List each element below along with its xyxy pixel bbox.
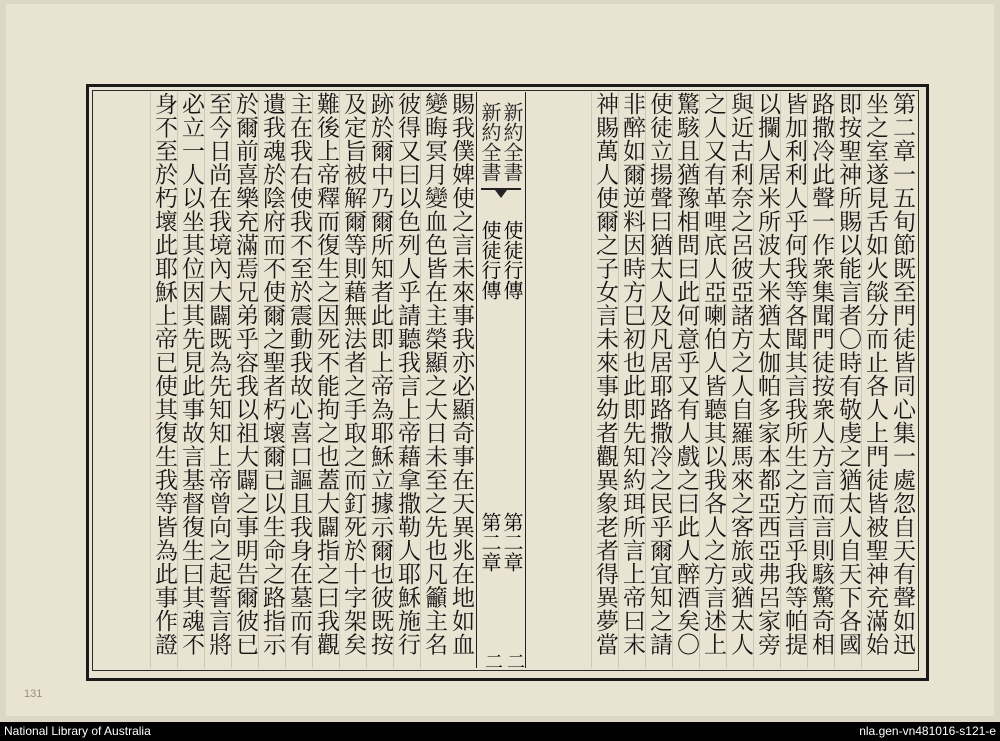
text-column: 變晦冥月變血色皆在主榮顯之大日未至之先也凡籲主名 (420, 92, 447, 668)
corner-page-number: 131 (24, 688, 43, 700)
footer-bar (0, 722, 1000, 741)
page-number: 二 (504, 652, 525, 670)
fish-tail-mark (481, 188, 521, 200)
text-column: 跡於爾中乃爾所知者此即上帝為耶穌立據示爾也彼既按 (366, 92, 393, 668)
book-section-title: 使徒行傳 (478, 220, 502, 300)
text-column: 賜我僕婢使之言未來事我亦必顯奇事在天異兆在地如血 (448, 92, 474, 656)
text-column: 及定旨被解爾等則藉無法者之手取之而釘死於十字架矣 (339, 92, 366, 668)
text-column: 使徒立揚聲曰猶太人及凡居耶路撒冷之民乎爾宜知之請 (645, 92, 672, 668)
text-column: 即按聖神所賜以能言者〇時有敬虔之猶太人自天下各國 (834, 92, 861, 668)
text-column: 非醉如爾逆料因時方巳初也此即先知約珥所言上帝曰末 (618, 92, 645, 668)
center-fold (476, 92, 526, 668)
chapter-label: 第二章 (500, 512, 524, 572)
text-column: 皆加利利人乎何我等各聞其言我所生之方言乎我等帕提 (780, 92, 807, 668)
text-column: 與近古利奈之呂彼亞諸方之人自羅馬來之客旅或猶太人 (726, 92, 753, 668)
text-column: 驚駭且猶豫相問曰此何意乎又有人戲之曰此人醉酒矣〇 (672, 92, 699, 668)
right-page-text (525, 92, 915, 668)
footer-library-name: National Library of Australia (4, 724, 151, 738)
book-title: 新約全書 (500, 102, 524, 182)
chapter-label: 第二章 (478, 512, 502, 572)
text-column: 以攔人居米所波大米猶太伽帕多家本都亞西亞弗呂家旁 (753, 92, 780, 668)
text-column: 路撒冷此聲一作衆集聞門徒按衆人方言而言則駭驚奇相 (807, 92, 834, 668)
text-column: 身不至於朽壞此耶穌上帝已使其復生我等皆為此事作證 (150, 92, 177, 668)
page-number: 二 (482, 652, 503, 670)
text-column: 必立一人以坐其位因其先見此事故言基督復生曰其魂不 (177, 92, 204, 668)
text-column: 至今日尚在我境內大闢既為先知知上帝曾向之起誓言將 (204, 92, 231, 668)
left-page-text (94, 92, 474, 668)
text-column: 於爾前喜樂充滿焉兄弟乎容我以祖大闢之事明告爾彼已 (231, 92, 258, 668)
text-column: 神賜萬人使爾之子女言未來事幼者觀異象老者得異夢當 (591, 92, 618, 668)
text-column: 主在我右使我不至於震動我故心喜口謳且我身在墓而有 (285, 92, 312, 668)
book-section-title: 使徒行傳 (500, 220, 524, 300)
text-column: 彼得又曰以色列人乎請聽我言上帝藉拿撒勒人耶穌施行 (393, 92, 420, 668)
book-title: 新約全書 (478, 102, 502, 182)
text-column: 難後上帝釋而復生之因死不能拘之也蓋大闢指之曰我觀 (312, 92, 339, 668)
footer-identifier: nla.gen-vn481016-s121-e (859, 724, 996, 738)
text-column: 第二章一五旬節既至門徒皆同心集一處忽自天有聲如迅 (889, 92, 915, 656)
text-column: 坐之室遂見舌如火燄分而止各人上門徒皆被聖神充滿始 (861, 92, 888, 668)
text-column: 之人又有革哩底人亞喇伯人皆聽其以我各人之方言述上 (699, 92, 726, 668)
text-column: 遺我魂於陰府而不使爾之聖者朽壞爾已以生命之路指示 (258, 92, 285, 668)
